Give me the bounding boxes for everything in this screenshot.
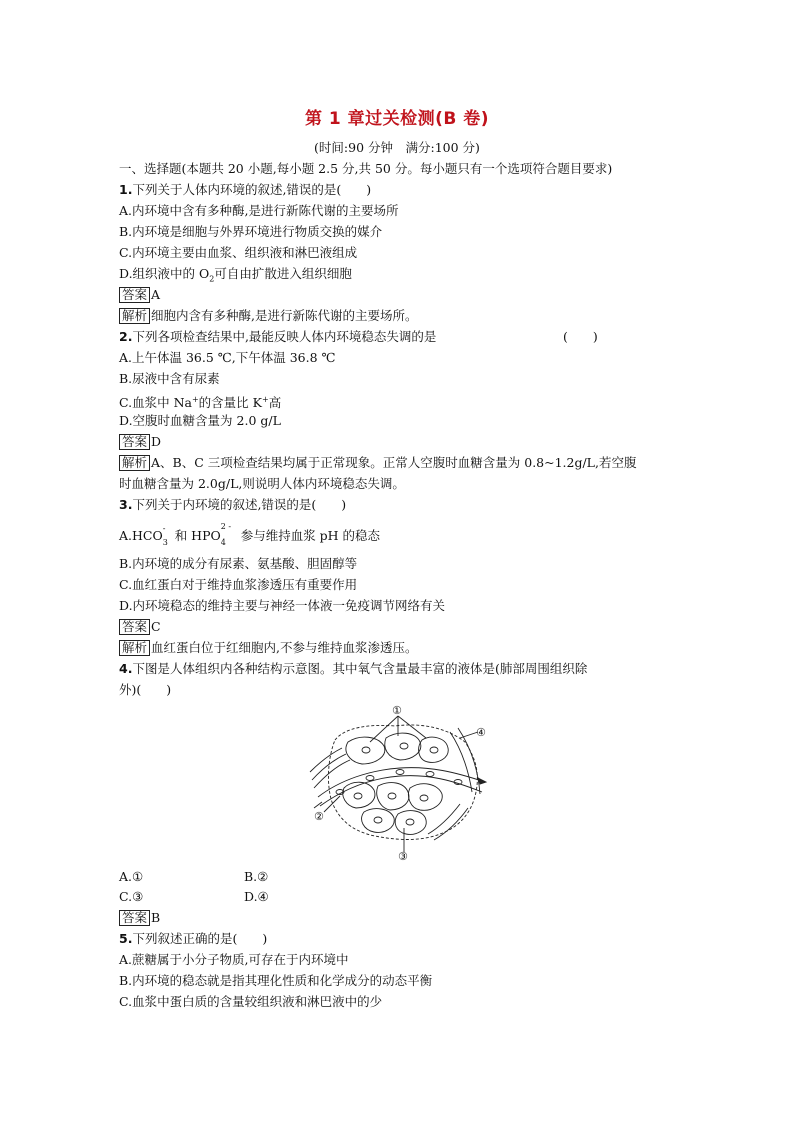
subscript: 4 (220, 538, 226, 547)
option-text: 参与维持血浆 pH 的稳态 (236, 528, 381, 543)
question-3-stem (119, 497, 346, 513)
superscript: 2 - (220, 522, 232, 531)
section-heading: 一、选择题(本题共 20 小题,每小题 2.5 分,共 50 分。每小题只有一个选项符合题目要求) (119, 161, 613, 176)
question-text: 下图是人体组织内各种结构示意图。其中氧气含量最丰富的液体是(肺部周围组织除 (132, 661, 588, 676)
option-text: 高 (268, 395, 282, 411)
answer-tag: 答案 (119, 910, 150, 926)
q4-answer (119, 910, 160, 926)
superscript: + (261, 395, 269, 404)
formula-scripts (162, 524, 171, 547)
tissue-structure-diagram (300, 702, 500, 862)
q3-answer (119, 619, 161, 635)
answer-value: D (151, 434, 162, 449)
option-text: 和 HP (170, 528, 211, 543)
q3-option-d: D.内环境稳态的维持主要与神经一体液一免疫调节网络有关 (119, 598, 446, 613)
q2-option-c (119, 392, 281, 411)
question-text: 下列关于内环境的叙述,错误的是( ) (132, 497, 347, 512)
analysis-tag: 解析 (119, 640, 150, 656)
answer-tag: 答案 (119, 287, 150, 303)
analysis-text: 细胞内含有多种酶,是进行新陈代谢的主要场所。 (151, 308, 418, 323)
figure-label-2: ② (314, 810, 324, 823)
q1-option-a: A.内环境中含有多种酶,是进行新陈代谢的主要场所 (119, 203, 399, 218)
question-text: 下列关于人体内环境的叙述,错误的是( ) (132, 182, 372, 197)
question-number: 5. (119, 931, 133, 946)
question-number: 3. (119, 497, 133, 512)
question-1-stem (119, 182, 371, 198)
subscript: 3 (162, 538, 168, 547)
question-number: 1. (119, 182, 133, 197)
q4-option-d: D.④ (244, 889, 269, 904)
superscript: - (162, 524, 166, 533)
q1-option-b: B.内环境是细胞与外界环境进行物质交换的媒介 (119, 224, 383, 239)
figure-label-4: ④ (476, 726, 486, 739)
option-text: 可自由扩散进入组织细胞 (214, 266, 352, 281)
q1-option-d (119, 266, 352, 288)
q4-option-c: C.③ (119, 889, 144, 904)
question-number: 4. (119, 661, 133, 676)
question-4-stem (119, 661, 587, 677)
question-5-stem (119, 931, 267, 947)
q2-option-b: B.尿液中含有尿素 (119, 371, 220, 386)
option-text: C.血浆中 Na (119, 395, 192, 411)
analysis-tag: 解析 (119, 308, 150, 324)
question-number: 2. (119, 329, 133, 344)
question-2-stem (119, 329, 436, 345)
option-text: A.HC (119, 528, 153, 543)
option-text: 的含量比 K (198, 395, 262, 411)
figure-label-1: ① (392, 704, 402, 717)
q1-answer (119, 287, 160, 303)
q2-analysis-line-2: 时血糖含量为 2.0g/L,则说明人体内环境稳态失调。 (119, 476, 405, 491)
q1-analysis (119, 308, 418, 324)
superscript: + (191, 395, 199, 404)
q2-analysis-line-1 (119, 455, 636, 471)
q5-option-a: A.蔗糖属于小分子物质,可存在于内环境中 (119, 952, 349, 967)
page-title: 第 1 章过关检测(B 卷) (304, 109, 490, 129)
q4-option-b: B.② (244, 869, 269, 884)
answer-tag: 答案 (119, 619, 150, 635)
analysis-tag: 解析 (119, 455, 150, 471)
question-text: 下列叙述正确的是( ) (132, 931, 268, 946)
answer-value: A (151, 287, 161, 302)
formula-part: O (152, 528, 163, 543)
q2-answer-paren: ( ) (563, 329, 598, 344)
answer-value: B (151, 910, 161, 925)
subscript: 2 (209, 274, 215, 284)
question-text: 下列各项检查结果中,最能反映人体内环境稳态失调的是 (132, 329, 437, 344)
formula-part: O (210, 528, 221, 543)
q5-option-b: B.内环境的稳态就是指其理化性质和化学成分的动态平衡 (119, 973, 433, 988)
answer-value: C (151, 619, 161, 634)
question-4-stem-cont: 外)( ) (119, 682, 172, 697)
q2-answer (119, 434, 161, 450)
q1-option-c: C.内环境主要由血浆、组织液和淋巴液组成 (119, 245, 358, 260)
q3-option-a (119, 522, 381, 547)
q3-analysis (119, 640, 418, 656)
analysis-text: A、B、C 三项检查结果均属于正常现象。正常人空腹时血糖含量为 0.8~1.2g/L,若空腹 (151, 455, 637, 470)
analysis-text: 血红蛋白位于红细胞内,不参与维持血浆渗透压。 (151, 640, 418, 655)
q3-option-c: C.血红蛋白对于维持血浆渗透压有重要作用 (119, 577, 358, 592)
q5-option-c: C.血浆中蛋白质的含量较组织液和淋巴液中的少 (119, 994, 383, 1009)
option-text: D.组织液中的 O (119, 266, 210, 281)
q2-option-d: D.空腹时血糖含量为 2.0 g/L (119, 413, 281, 428)
figure-label-3: ③ (398, 850, 408, 862)
exam-info: (时间:90 分钟 满分:100 分) (314, 140, 480, 155)
formula-scripts (220, 522, 237, 547)
q2-option-a: A.上午体温 36.5 ℃,下午体温 36.8 ℃ (119, 350, 336, 365)
answer-tag: 答案 (119, 434, 150, 450)
q4-option-a: A.① (119, 869, 144, 884)
q3-option-b: B.内环境的成分有尿素、氨基酸、胆固醇等 (119, 556, 358, 571)
